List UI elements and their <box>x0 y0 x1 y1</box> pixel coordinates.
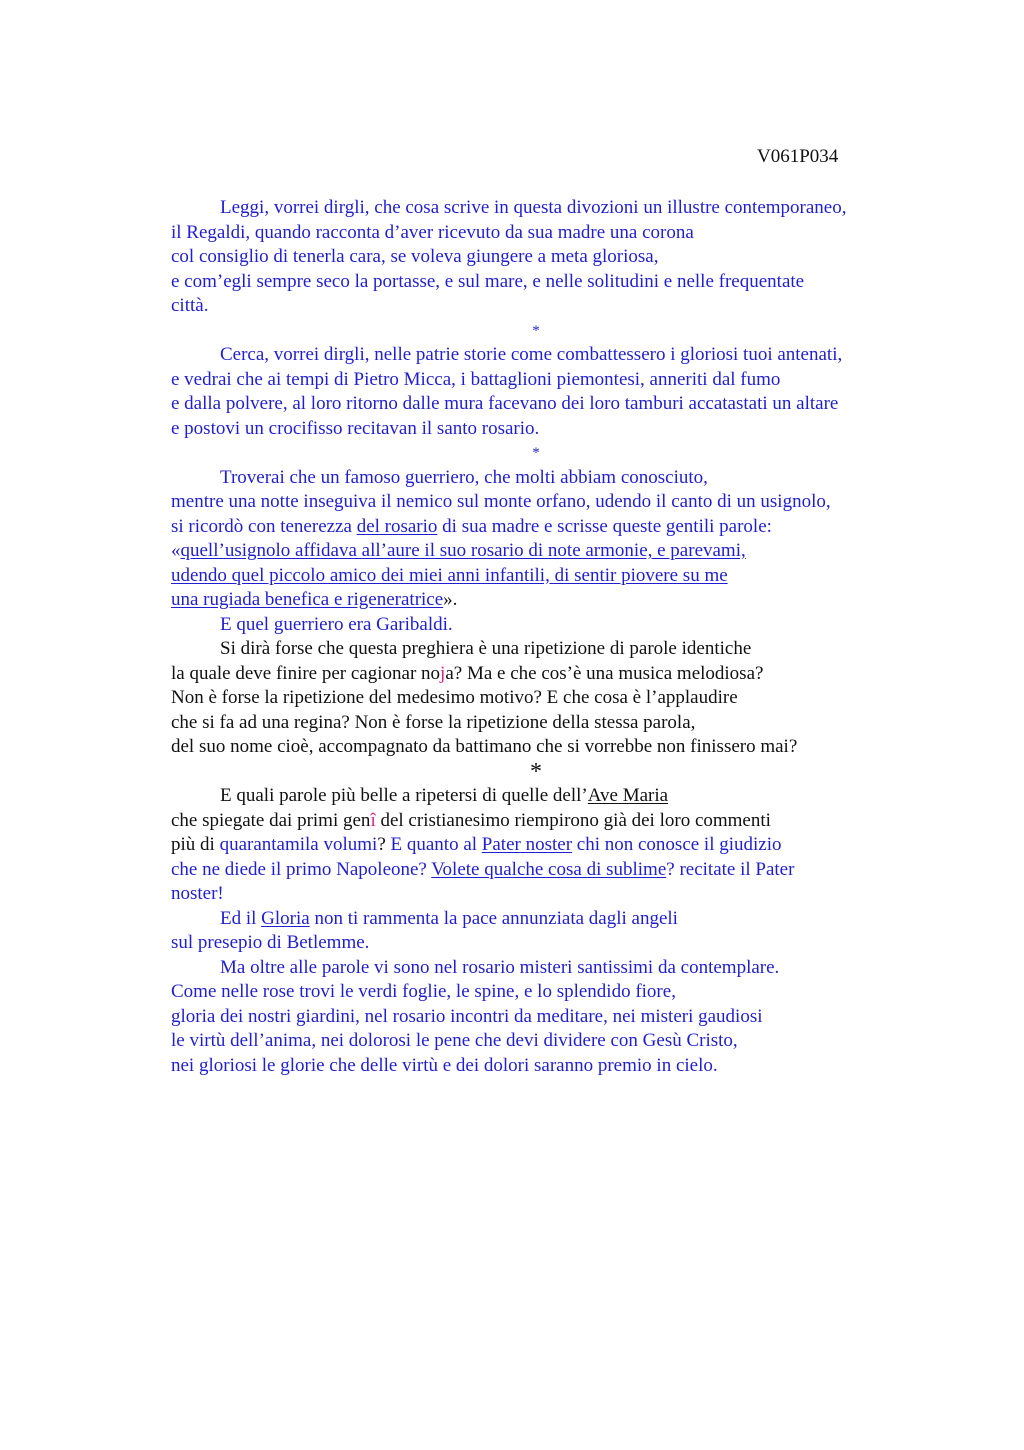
paragraph-1-line-3: col consiglio di tenerla cara, se voleva giungere a meta gloriosa, <box>171 246 659 267</box>
document-body <box>171 196 911 1078</box>
text-run: E quali parole più belle a ripetersi di quelle dell’ <box>220 785 588 806</box>
paragraph-4-line-4: che si fa ad una regina? Non è forse la ripetizione della stessa parola, <box>171 711 696 733</box>
text-run: chi non conosce il giudizio <box>572 834 782 855</box>
paragraph-7-line-1: Ma oltre alle parole vi sono nel rosario misteri santissimi da contemplare. <box>220 956 780 978</box>
paragraph-3-line-6 <box>171 588 911 613</box>
text-run: non ti rammenta la pace annunziata dagli angeli <box>309 907 678 929</box>
paragraph-4-line-3: Non è forse la ripetizione del medesimo motivo? E che cosa è l’applaudire <box>171 687 738 708</box>
underlined-phrase: Pater noster <box>481 834 573 855</box>
text-run: ? recitate il Pater <box>666 858 795 880</box>
paragraph-1-line-4: e com’egli sempre seco la portasse, e sul mare, e nelle solitudini e nelle frequentate <box>171 270 805 292</box>
paragraph-2-line-1: Cerca, vorrei dirgli, nelle patrie storie come combattessero i gloriosi tuoi antenati, <box>220 344 843 365</box>
paragraph-5-line-1 <box>171 784 911 809</box>
paragraph-2-line-2: e vedrai che ai tempi di Pietro Micca, i battaglioni piemontesi, anneriti dal fumo <box>171 368 781 390</box>
paragraph-7-line-3: gloria dei nostri giardini, nel rosario incontri da meditare, nei misteri gaudiosi <box>171 1005 763 1027</box>
separator-asterisk: * <box>532 322 540 339</box>
paragraph-6-line-1 <box>171 907 911 932</box>
quote-close: ». <box>443 589 458 610</box>
paragraph-1-line-5: città. <box>171 295 209 316</box>
text-run: quarantamila volumi <box>219 834 378 855</box>
paragraph-3-line-5 <box>171 564 911 589</box>
paragraph-7-line-5: nei gloriosi le glorie che delle virtù e dei dolori saranno premio in cielo. <box>171 1054 718 1076</box>
underlined-phrase: del rosario <box>356 515 438 537</box>
text-run: E quanto al <box>390 834 482 855</box>
underlined-phrase: Gloria <box>261 907 310 929</box>
text-run: che ne diede il primo Napoleone? <box>171 858 432 880</box>
paragraph-4-line-5: del suo nome cioè, accompagnato da battimano che si vorrebbe non finissero mai? <box>171 736 798 757</box>
text-run: più di <box>171 834 220 855</box>
text-run: di sua madre e scrisse queste gentili parole: <box>437 515 772 537</box>
paragraph-2-line-4: e postovi un crocifisso recitavan il santo rosario. <box>171 417 540 439</box>
paragraph-5-line-3 <box>171 833 911 858</box>
separator-asterisk: * <box>530 758 542 785</box>
paragraph-3-line-2: mentre una notte inseguiva il nemico sul monte orfano, udendo il canto di un usignolo, <box>171 491 831 512</box>
paragraph-5-line-4 <box>171 858 911 883</box>
paragraph-4-line-1: Si dirà forse che questa preghiera è una ripetizione di parole identiche <box>220 638 752 659</box>
paragraph-3-line-4 <box>171 539 911 564</box>
text-run: del cristianesimo riempirono già dei loro commenti <box>375 809 771 831</box>
paragraph-1-line-1: Leggi, vorrei dirgli, che cosa scrive in questa divozioni un illustre contemporaneo, <box>220 197 847 218</box>
text-run: a? Ma e che cos’è una musica melodiosa? <box>445 662 764 684</box>
underlined-quote: udendo quel piccolo amico dei miei anni infantili, di sentir piovere su me <box>171 564 728 586</box>
underlined-phrase: Ave Maria <box>587 785 669 806</box>
text-run: che spiegate dai primi gen <box>171 809 371 831</box>
paragraph-3-line-3 <box>171 515 911 540</box>
paragraph-7-line-4: le virtù dell’anima, nei dolorosi le pene che devi dividere con Gesù Cristo, <box>171 1030 738 1051</box>
separator-asterisk: * <box>532 445 540 461</box>
correction-mark: î <box>370 809 376 831</box>
text-run: si ricordò con tenerezza <box>171 515 357 537</box>
paragraph-6-line-2: sul presepio di Betlemme. <box>171 932 370 953</box>
paragraph-7-line-2: Come nelle rose trovi le verdi foglie, le spine, e lo splendido fiore, <box>171 981 676 1002</box>
text-run: la quale deve finire per cagionar no <box>171 662 441 684</box>
underlined-quote: quell’usignolo affidava all’aure il suo rosario di note armonie, e parevami, <box>180 540 746 561</box>
underlined-phrase: Volete qualche cosa di sublime <box>431 858 667 880</box>
paragraph-3-line-1: Troverai che un famoso guerriero, che molti abbiam conosciuto, <box>220 466 708 488</box>
text-run: ? <box>377 834 391 855</box>
paragraph-1-line-2: il Regaldi, quando racconta d’aver ricevuto da sua madre una corona <box>171 221 694 243</box>
quote-open: « <box>171 540 181 561</box>
paragraph-5-line-2 <box>171 809 911 834</box>
paragraph-2-line-3: e dalla polvere, al loro ritorno dalle mura facevano dei loro tamburi accatastati un altare <box>171 393 839 414</box>
paragraph-5-line-5: noster! <box>171 883 224 904</box>
correction-mark: j <box>440 662 446 684</box>
page-id: V061P034 <box>757 146 839 167</box>
paragraph-4-line-2 <box>171 662 911 687</box>
underlined-quote: una rugiada benefica e rigeneratrice <box>171 589 444 610</box>
paragraph-3-line-7: E quel guerriero era Garibaldi. <box>220 613 453 635</box>
text-run: Ed il <box>220 907 262 929</box>
